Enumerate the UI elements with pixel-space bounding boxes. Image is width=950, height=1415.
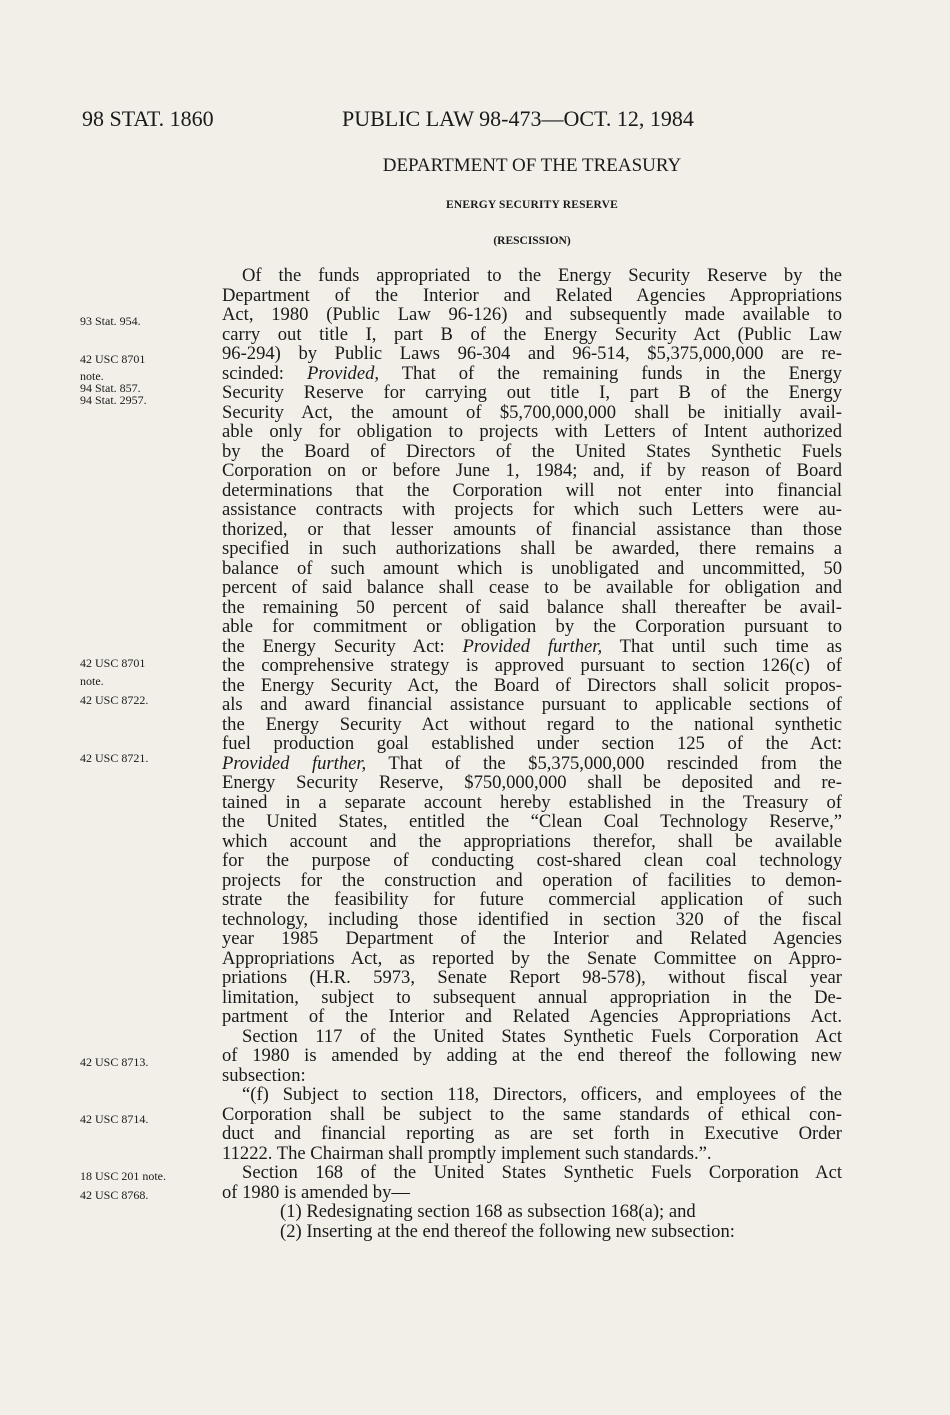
text-line: the comprehensive strategy is approved pursuant to section 126(c) of [222,656,842,676]
text-line: als and award financial assistance pursuant to applicable sections of [222,695,842,715]
text-line: Appropriations Act, as reported by the Senate Committee on Appro- [222,948,842,968]
text-line: Department of the Interior and Related Agencies Appropriations [222,285,842,305]
text-line: by the Board of Directors of the United States Synthetic Fuels [222,441,842,461]
text-line: determinations that the Corporation will not enter into financial [222,480,842,500]
margin-note: 42 USC 8714. [80,1112,149,1126]
text-line: projects for the construction and operation of facilities to demon- [222,870,842,890]
text-line: (1) Redesignating section 168 as subsection 168(a); and [280,1202,696,1222]
text-line: Of the funds appropriated to the Energy Security Reserve by the [242,266,842,286]
text-line: subsection: [222,1065,306,1085]
margin-note: 18 USC 201 note. [80,1169,167,1183]
text-line: of 1980 is amended by adding at the end thereof the following new [222,1046,842,1066]
text-line: which account and the appropriations therefor, shall be available [222,831,842,851]
statute-body [222,266,842,1241]
text-line: able only for obligation to projects with Letters of Intent authorized [222,422,842,442]
stat-reference: 98 STAT. 1860 [82,106,214,131]
margin-note: 42 USC 8768. [80,1188,149,1202]
text-line: percent of said balance shall cease to be available for obligation and [222,578,842,598]
text-line: Act, 1980 (Public Law 96-126) and subsequently made available to [222,305,842,325]
text-line: tained in a separate account hereby established in the Treasury of [222,792,842,812]
reserve-subheading: ENERGY SECURITY RESERVE [445,199,619,211]
text-line: Section 117 of the United States Synthetic Fuels Corporation Act [242,1026,842,1046]
text-line: the Energy Security Act, the Board of Directors shall solicit propos- [222,675,842,695]
text-line: Section 168 of the United States Synthetic Fuels Corporation Act [242,1163,842,1183]
text-line: the Energy Security Act: Provided further, That until such time as [222,636,842,656]
text-line: “(f) Subject to section 118, Directors, officers, and employees of the [242,1085,842,1105]
text-line: for the purpose of conducting cost-shared clean coal technology [222,851,842,871]
text-line: the United States, entitled the “Clean Coal Technology Reserve,” [222,812,842,832]
running-head [82,106,922,136]
margin-note: note. [80,674,104,688]
text-line: balance of such amount which is unobligated and uncommitted, 50 [222,558,842,578]
text-line: specified in such authorizations shall be awarded, there remains a [222,539,842,559]
margin-note: 42 USC 8713. [80,1055,149,1069]
text-line: technology, including those identified in section 320 of the fiscal [222,909,842,929]
text-line: year 1985 Department of the Interior and Related Agencies [222,929,842,949]
margin-note: note. 94 Stat. 857. 94 Stat. 2957. [80,369,147,407]
text-line: carry out title I, part B of the Energy Security Act (Public Law [222,324,842,344]
text-line: the Energy Security Act without regard to the national synthetic [222,714,842,734]
text-line: fuel production goal established under section 125 of the Act: [222,734,842,754]
margin-note: 93 Stat. 954. [80,314,141,328]
text-line: duct and financial reporting as are set forth in Executive Order [222,1124,842,1144]
text-line: (2) Inserting at the end thereof the following new subsection: [280,1221,735,1241]
text-line: strate the feasibility for future commercial application of such [222,890,842,910]
text-line: partment of the Interior and Related Agencies Appropriations Act. [222,1007,842,1027]
text-line: able for commitment or obligation by the Corporation pursuant to [222,617,842,637]
text-line: Energy Security Reserve, $750,000,000 shall be deposited and re- [222,773,842,793]
text-line: thorized, or that lesser amounts of financial assistance than those [222,519,842,539]
text-line: Corporation on or before June 1, 1984; and, if by reason of Board [222,461,842,481]
margin-note: 42 USC 8721. [80,751,149,765]
text-line: Security Act, the amount of $5,700,000,000 shall be initially avail- [222,402,842,422]
margin-note: 42 USC 8701 [80,656,146,670]
text-line: assistance contracts with projects for which such Letters were au- [222,500,842,520]
margin-note: 42 USC 8722. [80,693,149,707]
text-line: Provided further, That of the $5,375,000,000 rescinded from the [222,753,842,773]
text-line: of 1980 is amended by— [222,1182,410,1202]
text-line: 96-294) by Public Laws 96-304 and 96-514, $5,375,000,000 are re- [222,344,842,364]
law-title: PUBLIC LAW 98-473—OCT. 12, 1984 [342,106,694,131]
text-line: scinded: Provided, That of the remaining funds in the Energy [222,363,842,383]
department-heading: DEPARTMENT OF THE TREASURY [382,155,682,176]
text-line: Corporation shall be subject to the same standards of ethical con- [222,1104,842,1124]
text-line: priations (H.R. 5973, Senate Report 98-578), without fiscal year [222,968,842,988]
text-line: Security Reserve for carrying out title I, part B of the Energy [222,383,842,403]
text-line: limitation, subject to subsequent annual appropriation in the De- [222,987,842,1007]
text-line: 11222. The Chairman shall promptly implement such standards.”. [222,1143,712,1163]
text-line: the remaining 50 percent of said balance shall thereafter be avail- [222,597,842,617]
rescission-heading: (RESCISSION) [493,235,571,247]
margin-note: 42 USC 8701 [80,352,146,366]
